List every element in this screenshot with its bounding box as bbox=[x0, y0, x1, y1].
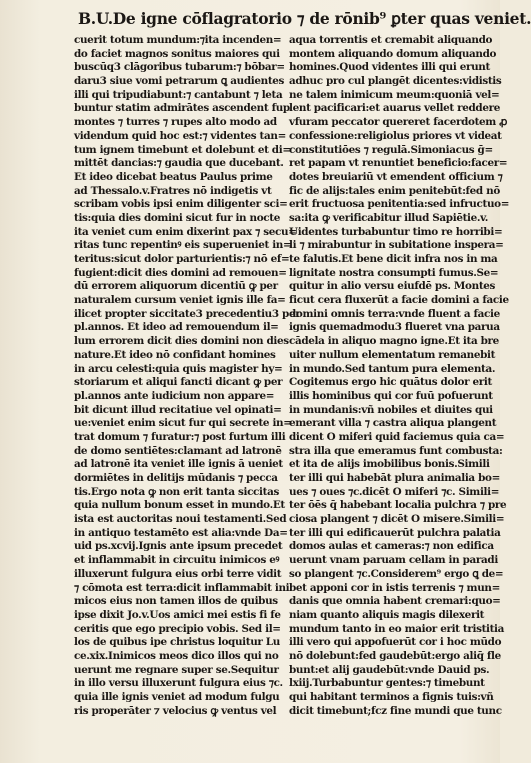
text-line: constitutiōes ⁊ regulā.Simoniacus ḡ= bbox=[289, 143, 493, 156]
text-line: ue:veniet enim sicut fur qui secrete in= bbox=[74, 417, 292, 430]
text-line: vfuram peccator quereret facerdotem ꝓ bbox=[289, 116, 507, 129]
text-line: videndum quid hoc est:⁊ videntes tan= bbox=[74, 129, 286, 142]
text-line: fugient:dicit dies domini ad remouen= bbox=[74, 266, 287, 279]
text-line: lignitate nostra consumpti fumus.Se= bbox=[289, 266, 499, 279]
text-line: domini omnis terra:vnde fluent a facie bbox=[289, 307, 500, 320]
text-line: dicit timebunt;fcz fine mundi que tunc bbox=[289, 704, 502, 717]
text-line: et ita de alijs imobilibus bonis.Simili bbox=[289, 458, 490, 471]
bottom-margin bbox=[0, 700, 500, 763]
text-line: emerant villa ⁊ castra aliqua plangent bbox=[289, 417, 497, 430]
text-line: ciosa plangent ⁊ dicēt O misere.Simili= bbox=[289, 513, 505, 526]
text-line: domos aulas et cameras:⁊ non edifica bbox=[289, 540, 494, 553]
text-line: li ⁊ mirabuntur in subitatione inspera= bbox=[289, 239, 504, 252]
text-line: ne talem inimicum meum:quoniā vel= bbox=[289, 88, 500, 101]
text-line: ues ⁊ oues ⁊c.dicēt O miferi ⁊c. Simili= bbox=[289, 485, 500, 498]
text-line: scribam vobis ipsi enim diligenter sci= bbox=[74, 198, 288, 211]
text-line: erit fructuosa penitentia:sed infructuo= bbox=[289, 198, 510, 211]
text-line: dū errorem aliquorum dicentiū ꝙ per bbox=[74, 280, 278, 293]
text-line: in illo versu illuxerunt fulgura eius ⁊c. bbox=[74, 677, 283, 690]
text-line: buscūq3 clāgoribus tubarum:⁊ bōbar= bbox=[74, 61, 285, 74]
text-line: buntur statim admirātes ascendent fup bbox=[74, 102, 290, 115]
text-line: cuerit totum mundum:⁊ita incenden= bbox=[74, 34, 282, 46]
text-line: in antiquo testamēto est alia:vnde Da= bbox=[74, 526, 288, 539]
text-line: ita veniet cum enim dixerint pax ⁊ secu= bbox=[74, 225, 297, 238]
text-line: bet apponi cor in istis terrenis ⁊ mun= bbox=[289, 581, 500, 594]
text-line: mittēt dancias:⁊ gaudia que ducebant. bbox=[74, 157, 284, 170]
text-line: uid ps.xcvij.Ignis ante ipsum precedet bbox=[74, 540, 283, 553]
text-line: montes ⁊ turres ⁊ rupes alto modo ad bbox=[74, 116, 277, 129]
text-line: Cogitemus ergo hic quātus dolor erit bbox=[289, 376, 492, 389]
text-line: pl.annos. Et ideo ad remouendum il= bbox=[74, 321, 279, 334]
text-line: adhuc pro cul plangēt dicentes:vidistis bbox=[289, 75, 502, 88]
text-line: danis que omnia habent cremari:quo= bbox=[289, 595, 501, 608]
text-line: uerunt vnam paruam cellam in paradi bbox=[289, 554, 498, 567]
text-line: uiter nullum elementatum remanebit bbox=[289, 348, 496, 361]
text-line: montem aliquando domum aliquando bbox=[289, 47, 497, 60]
text-line: pl.annos ante iudicium non appare= bbox=[74, 389, 275, 402]
text-line: micos eius non tamen illos de quibus bbox=[74, 595, 278, 608]
text-line: nature.Et ideo nō confidant homines bbox=[74, 348, 276, 361]
text-line: de domo sentiētes:clamant ad latronē bbox=[74, 444, 282, 457]
text-line: aqua torrentis et cremabit aliquando bbox=[289, 34, 493, 46]
text-line: dotes breuiariū vt emendent officium ⁊ bbox=[289, 170, 503, 183]
text-line: ter illi qui edificauerūt pulchra palatia bbox=[289, 526, 501, 539]
text-line: ritas tunc repentinꝰ eis superueniet in= bbox=[74, 239, 292, 252]
text-line: homines.Quod videntes illi qui erunt bbox=[289, 61, 490, 74]
text-line: ipse dixit Jo.v.Uos amici mei estis fi fe bbox=[74, 608, 281, 621]
text-line: so plangent ⁊c.Considerem⁹ ergo ꝗ de= bbox=[289, 567, 504, 580]
text-line: dormiētes in delitijs mūdanis ⁊ pecca bbox=[74, 472, 278, 484]
text-line: uerunt me regnare super se.Sequitur bbox=[74, 663, 279, 676]
text-line: illi vero qui appofuerūt cor i hoc mūdo bbox=[289, 636, 502, 649]
text-line: mundum tanto in eo maior erit tristitia bbox=[289, 622, 505, 635]
text-line: trat domum ⁊ furatur:⁊ post furtum illi bbox=[74, 430, 286, 443]
text-line: daru3 siue vomi petrarum ꝗ audientes bbox=[74, 75, 285, 88]
text-line: ignis quemadmodu3 flueret vna parua bbox=[289, 321, 500, 334]
text-line: in mundanis:vñ nobiles et diuites qui bbox=[289, 403, 493, 416]
text-line: ter ōēs q̄ habebant localia pulchra ⁊ pre bbox=[289, 499, 507, 512]
text-line: ris properāter ⁊ velocius ꝙ ventus vel bbox=[74, 704, 277, 717]
text-line: ⁊ cōmota est terra:dicit inflammabit ini bbox=[74, 581, 290, 594]
text-line: Uidentes turbabuntur timo re horribi= bbox=[289, 225, 503, 238]
text-line: ilicet propter siccitate3 precedentiu3 per bbox=[74, 307, 301, 320]
text-line: ret papam vt renuntiet beneficio:facer= bbox=[289, 157, 508, 170]
text-line: sa:ita ꝙ verificabitur illud Sapiētie.v. bbox=[289, 211, 489, 224]
text-line: quitur in alio versu eiufdē ps. Montes bbox=[289, 280, 496, 293]
text-line: in arcu celesti:quia quis magister hy= bbox=[74, 362, 283, 375]
text-line: do faciet magnos sonitus maiores qui bbox=[74, 47, 280, 60]
text-line: nō dolebunt:fed gaudebūt:ergo aliq̄ fle bbox=[289, 649, 501, 662]
text-line: tis:quia dies domini sicut fur in nocte bbox=[74, 211, 280, 224]
text-line: tis.Ergo nota ꝙ non erit tanta siccitas bbox=[74, 485, 279, 498]
text-line: quia ille ignis veniet ad modum fulgu bbox=[74, 691, 280, 703]
left-text-column bbox=[74, 34, 301, 717]
text-line: bunt:et alij gaudebūt:vnde Dauid ps. bbox=[289, 663, 490, 676]
text-line: lum errorem dicit dies domini non dies bbox=[74, 335, 289, 348]
text-line: te falutis.Et bene dicit infra nos in ma bbox=[289, 253, 498, 265]
text-line: naturalem cursum veniet ignis ille fa= bbox=[74, 294, 286, 307]
text-line: storiarum et aliqui fancti dicant ꝙ per bbox=[74, 376, 283, 389]
text-line: niam quanto aliquis magis dilexerit bbox=[289, 608, 485, 621]
text-line: teritus:sicut dolor parturientis:⁊ nō ef= bbox=[74, 253, 290, 265]
text-line: quia nullum bonum esset in mundo.Et bbox=[74, 499, 285, 512]
text-line: ficut cera fluxerūt a facie domini a facie bbox=[289, 294, 509, 307]
text-line: bit dicunt illud recitatiue vel opinati= bbox=[74, 403, 282, 416]
text-line: illi qui tripudiabunt:⁊ cantabunt ⁊ leta bbox=[74, 88, 283, 101]
text-line: cādela in aliquo magno igne.Et ita bre bbox=[289, 335, 499, 348]
text-line: Et ideo dicebat beatus Paulus prime bbox=[74, 170, 273, 183]
text-line: illis hominibus qui cor fuū pofuerunt bbox=[289, 389, 493, 402]
text-line: ce.xix.Inimicos meos dico illos qui no bbox=[74, 649, 279, 662]
text-line: dicent O miferi quid faciemus quia ca= bbox=[289, 430, 505, 443]
text-line: los de quibus ipe christus loquitur Lu bbox=[74, 636, 280, 649]
running-title: B.U.De igne cōflagratorio ⁊ de rōnib⁹ ꝑter quas veniet. bbox=[78, 9, 531, 28]
text-line: ter illi qui habebāt plura animalia bo= bbox=[289, 472, 500, 484]
text-line: ceritis que ego precipio vobis. Sed il= bbox=[74, 622, 281, 635]
text-line: ista est auctoritas noui testamenti.Sed bbox=[74, 513, 287, 526]
text-line: lxiij.Turbabuntur gentes:⁊ timebunt bbox=[289, 677, 485, 690]
text-line: confessione:religiolus priores vt videat bbox=[289, 129, 502, 142]
text-line: stra illa que emeramus funt combusta: bbox=[289, 444, 503, 457]
text-line: et inflammabit in circuitu inimicos eꝰ bbox=[74, 554, 280, 567]
text-line: lent pacificari:et auarus vellet reddere bbox=[289, 102, 500, 115]
right-text-column bbox=[289, 34, 510, 717]
text-line: fic de alijs:tales enim penitebūt:fed nō bbox=[289, 184, 500, 197]
text-line: qui habitant terminos a fignis tuis:vñ bbox=[289, 691, 494, 703]
text-line: in mundo.Sed tantum pura elementa. bbox=[289, 362, 496, 375]
text-line: illuxerunt fulgura eius orbi terre vidit bbox=[74, 567, 282, 580]
text-line: tum ignem timebunt et dolebunt et di= bbox=[74, 143, 291, 156]
text-line: ad Thessalo.v.Fratres nō indigetis vt bbox=[74, 184, 272, 197]
text-line: ad latronē ita veniet ille ignis ā ueniet bbox=[74, 458, 283, 471]
